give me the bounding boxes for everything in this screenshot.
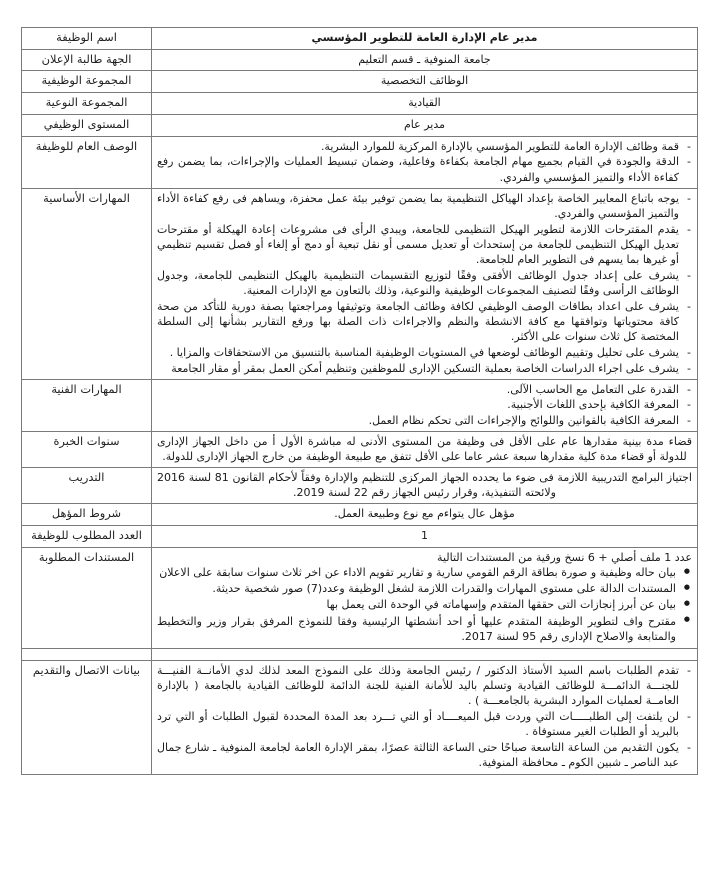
table-row-years-experience xyxy=(22,431,698,467)
list-item: - القدرة على التعامل مع الحاسب الآلى. xyxy=(157,382,692,397)
technical-skills-value xyxy=(152,380,698,432)
list-item: ● بيان عن أبرز إنجازات التى حققها المتقدم وإسهاماته في الوحدة التى يعمل بها xyxy=(157,597,692,612)
contact-submission-label: بيانات الاتصال والتقديم xyxy=(22,660,152,774)
table-row-job-level xyxy=(22,114,698,136)
table-row-technical-skills xyxy=(22,380,698,432)
general-description-value xyxy=(152,136,698,189)
list-item: - لن يلتفت إلى الطلبـــــات التي وردت قبل الميعــــاد أو التي تـــرد بعد المدة المحددة لقبول الطلبات أو التي ترد بالبريد أو الطلبات الغير مستوفاة . xyxy=(157,709,692,739)
table-row-spacer xyxy=(22,648,698,660)
job-name-value: مدير عام الإدارة العامة للتطوير المؤسسي xyxy=(152,28,698,50)
required-number-value: 1 xyxy=(152,526,698,548)
list-item: - تقدم الطلبات باسم السيد الأستاذ الدكتور / رئيس الجامعة وذلك على النموذج المعد لذلك لدي الأمانــة الفنيـــة للجنـــة الدائمـــة للوظائف القيادية وتسلم باليد للأمانة الفنية للجنة الدائمة للوظائف القيادية بالجامعة ( بالإدارة العامــة لعمليات الموارد البشرية بالجامعـــة ) . xyxy=(157,663,692,709)
table-row-core-skills xyxy=(22,189,698,380)
job-description-table xyxy=(21,27,698,775)
years-experience-value: قضاء مدة بينية مقدارها عام على الأقل فى وظيفة من المستوى الأدنى له مباشرة الأول أ من داخل الجهاز الإدارى للدولة أو قضاء مدة كلية مقدارها سبعة عشر عاما على الأقل تتفق مع طبيعة الوظيفة من خارج الجهاز الإدارى للدولة. xyxy=(152,431,698,467)
list-item: ● المستندات الدالة على مستوى المهارات والقدرات اللازمة لشغل الوظيفة وعدد(7) صور شخصية حديثة. xyxy=(157,581,692,596)
general-description-list xyxy=(157,139,692,185)
list-item: ● مقترح واف لتطوير الوظيفة المتقدم عليها أو احد أنشطتها الرئيسية وفقا للنموذج المرفق بقرار وزير والتخطيط والمتابعة والاصلاح الإدارى رقم 95 لسنة 2017. xyxy=(157,614,692,644)
job-group-value: الوظائف التخصصية xyxy=(152,71,698,93)
required-documents-label: المستندات المطلوبة xyxy=(22,547,152,648)
training-label: التدريب xyxy=(22,468,152,504)
list-item: - المعرفة الكافية بالقوانين واللوائح والإجراءات التى تحكم نظام العمل. xyxy=(157,413,692,428)
table-row-general-description xyxy=(22,136,698,189)
list-item: - يشرف على تحليل وتقييم الوظائف لوضعها في المستويات الوظيفية المناسبة بالتنسيق من الاستحقاقات والمزايا . xyxy=(157,345,692,360)
training-value: اجتياز البرامج التدريبية اللازمة فى ضوء ما يحدده الجهاز المركزى للتنظيم والإدارة وفقاً لأحكام القانون 81 لسنة 2016 ولائحته التنفيذية، وقرار رئيس الجهاز رقم 22 لسنة 2019. xyxy=(152,468,698,504)
list-item: - يوجه باتباع المعايير الخاصة بإعداد الهياكل التنظيمية بما يضمن توفير بيئة عمل محفزة، ويساهم فى رفع كفاءة الأداء والتميز المؤسسي والفردي. xyxy=(157,191,692,221)
list-item: - الدقة والجودة في القيام بجميع مهام الجامعة بكفاءة وفاعلية، وضمان تبسيط العمليات والإجراءات، بما يضمن رفع كفاءة الأداء والتميز المؤسسي والفردي. xyxy=(157,154,692,184)
announcing-entity-label: الجهة طالبة الإعلان xyxy=(22,49,152,71)
list-item: - قمة وظائف الإدارة العامة للتطوير المؤسسي بالإدارة المركزية للموارد البشرية. xyxy=(157,139,692,154)
spacer-cell-value xyxy=(152,648,698,660)
table-row-job-name xyxy=(22,28,698,50)
list-item: ● بيان حاله وظيفية و صورة بطاقة الرقم القومي سارية و تقارير تقويم الاداء عن اخر ثلاث سنوات سابقة على الاعلان xyxy=(157,565,692,580)
list-item: - يقدم المقترحات اللازمة لتطوير الهيكل التنظيمى للجامعة، ويبدي الرأى فى مشروعات إعادة الهيكلة أو مقترحات تعديل الهيكل التنظيمى للجامعة من إستحداث أو تعديل مسمى أو نقل تبعية أو دمج أو إلغاء أو فصل تقسيم تنظيمي أو غيرها بما يسهم فى التطوير العام للجامعة. xyxy=(157,222,692,268)
required-number-label: العدد المطلوب للوظيفة xyxy=(22,526,152,548)
required-documents-value xyxy=(152,547,698,648)
list-item: - يشرف على إعداد جدول الوظائف الأفقى وفقًا لتوزيع التقسيمات التنظيمية بالهيكل التنظيمى للجامعة، وجدول الوظائف الرأسى وفقًا لتصنيف المجموعات الوظيفية والنوعية، وذلك بالتعاون مع الإدارات المعنية. xyxy=(157,268,692,298)
list-item: - يشرف على اعداد بطاقات الوصف الوظيفي لكافة وظائف الجامعة وتوثيقها ومراجعتها بصفة دورية للتأكد من صحة كافة محتوياتها وتوافقها مع كافة الانشطة والنظم والاجراءات ذات الصلة بها ورفع التقارير بشأنها إلى السلطة المختصة كل ثلاث سنوات على الأكثر. xyxy=(157,299,692,345)
technical-skills-label: المهارات الفنية xyxy=(22,380,152,432)
general-description-label: الوصف العام للوظيفة xyxy=(22,136,152,189)
years-experience-label: سنوات الخبرة xyxy=(22,431,152,467)
qualification-conditions-value: مؤهل عال يتواءم مع نوع وطبيعة العمل. xyxy=(152,504,698,526)
job-group-label: المجموعة الوظيفية xyxy=(22,71,152,93)
table-row-required-number xyxy=(22,526,698,548)
contact-submission-value xyxy=(152,660,698,774)
table-row-qualitative-group xyxy=(22,93,698,115)
core-skills-list xyxy=(157,191,692,376)
table-row-announcing-entity xyxy=(22,49,698,71)
job-name-label: اسم الوظيفة xyxy=(22,28,152,50)
qualification-conditions-label: شروط المؤهل xyxy=(22,504,152,526)
job-level-label: المستوى الوظيفي xyxy=(22,114,152,136)
list-item: - يكون التقديم من الساعة التاسعة صباحًا حتى الساعة الثالثة عصرًا، بمقر الإدارة العامة لجامعة المنوفية ـ شارع جمال عبد الناصر ـ شبين الكوم ـ محافظة المنوفية. xyxy=(157,740,692,770)
qualitative-group-value: القيادية xyxy=(152,93,698,115)
contact-submission-list xyxy=(157,663,692,770)
table-row-job-group xyxy=(22,71,698,93)
required-documents-intro: عدد 1 ملف أصلي + 6 نسخ ورقية من المستندات التالية xyxy=(437,550,692,564)
list-item: - يشرف على اجراء الدراسات الخاصة بعملية التسكين الإدارى للموظفين وتنظيم أمكن العمل بمقر أو مقار الجامعة xyxy=(157,361,692,376)
job-level-value: مدير عام xyxy=(152,114,698,136)
core-skills-value xyxy=(152,189,698,380)
table-row-contact-submission xyxy=(22,660,698,774)
table-row-training xyxy=(22,468,698,504)
list-item: - المعرفة الكافية بإحدى اللغات الأجنبية. xyxy=(157,397,692,412)
required-documents-list xyxy=(157,565,692,644)
spacer-cell-label xyxy=(22,648,152,660)
core-skills-label: المهارات الأساسية xyxy=(22,189,152,380)
table-row-qualification-conditions xyxy=(22,504,698,526)
technical-skills-list xyxy=(157,382,692,428)
table-row-required-documents xyxy=(22,547,698,648)
qualitative-group-label: المجموعة النوعية xyxy=(22,93,152,115)
announcing-entity-value: جامعة المنوفية ـ قسم التعليم xyxy=(152,49,698,71)
